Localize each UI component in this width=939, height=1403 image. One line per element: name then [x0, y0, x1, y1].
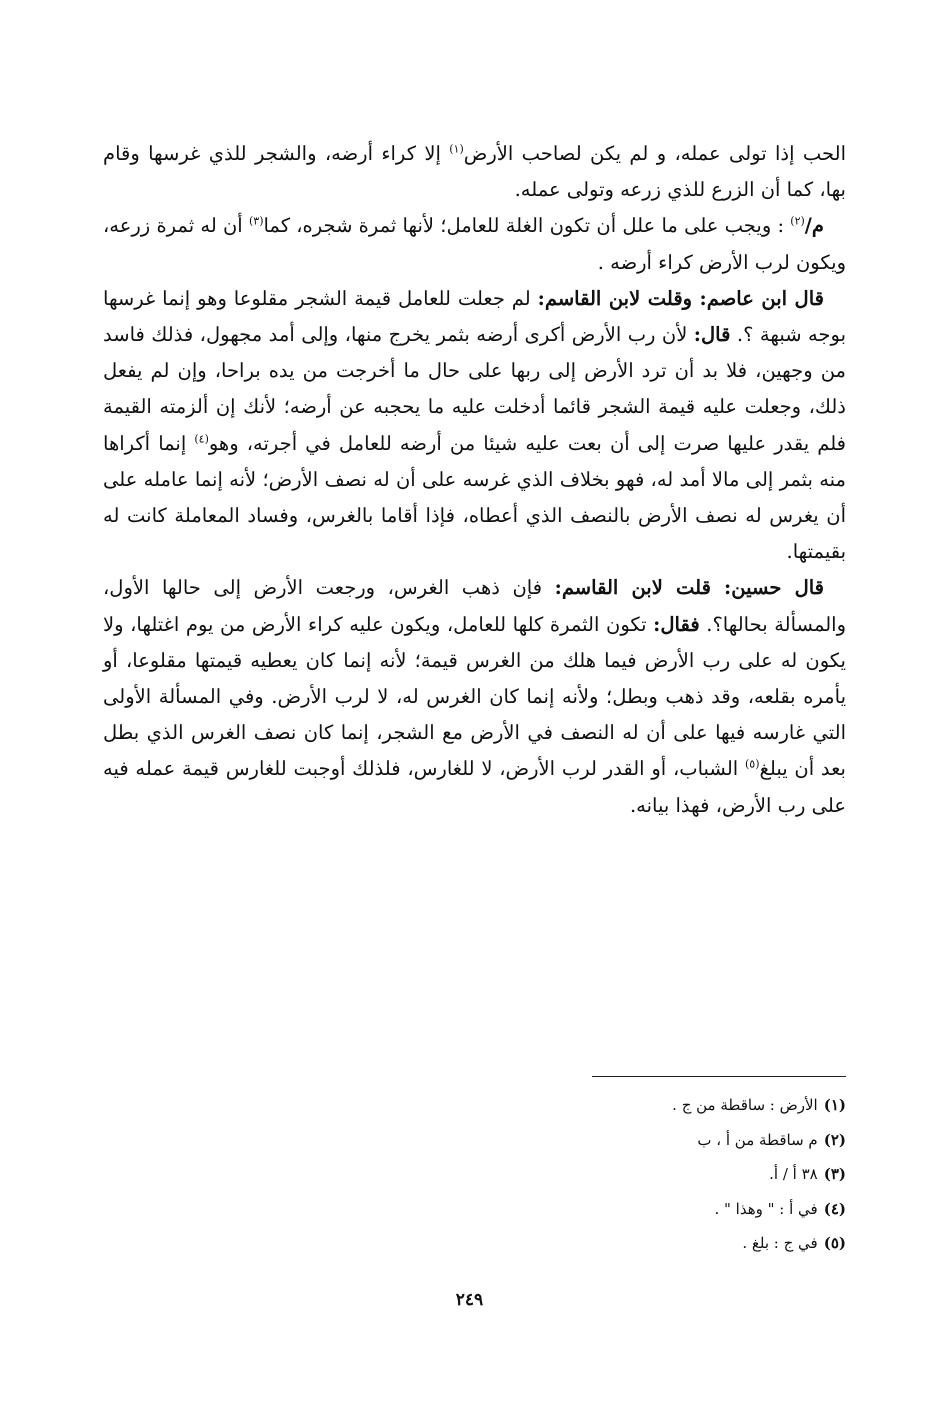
footnote-5-text: في ج : بلغ . [742, 1234, 818, 1252]
footnote-1-text: الأرض : ساقطة من ج . [672, 1096, 818, 1114]
paragraph-2 [103, 208, 846, 280]
footnote-ref-1: (١) [449, 142, 464, 156]
paragraph-1 [103, 136, 846, 208]
footnote-3-num: (٣) [823, 1165, 846, 1183]
p3-speaker: قال ابن عاصم: وقلت لابن القاسم: [537, 286, 824, 310]
p3-text-1: لم جعلت للعامل قيمة الشجر مقلوعا وهو إنما غرسها بوجه شبهة ؟. [103, 286, 846, 347]
footnote-ref-2: (٢) [790, 214, 805, 228]
p2-text-1: : ويجب على ما علل أن تكون الغلة للعامل؛ لأنها ثمرة شجره، كما [263, 214, 791, 238]
p4-text-3: الشباب، أو القدر لرب الأرض، لا للغارس، فلذلك أوجبت للغارس قيمة عمله فيه على رب الأرض، فهذا بيانه. [103, 757, 846, 817]
p4-text-1: فإن ذهب الغرس، ورجعت الأرض إلى حالها الأول، والمسألة بحالها؟. [103, 576, 846, 636]
p1-text-2: إلا كراء أرضه، والشجر للذي غرسها وقام بها، كما أن الزرع للذي زرعه وتولى عمله. [103, 142, 846, 202]
footnote-3-text: ٣٨ أ / أ. [769, 1165, 818, 1183]
footnote-5 [446, 1226, 846, 1261]
p4-speaker: قال حسين: قلت لابن القاسم: [554, 576, 825, 600]
main-text [103, 136, 846, 824]
footnote-2-text: م ساقطة من أ ، ب [697, 1130, 818, 1149]
footnote-divider [592, 1076, 846, 1077]
p3-reply-label: قال: [693, 323, 731, 347]
footnotes [446, 1088, 846, 1261]
p2-label: م/ [804, 214, 824, 238]
paragraph-4 [103, 570, 846, 823]
p3-text-2: لأن رب الأرض أكرى أرضه بثمر يخرج منها، وإلى أمد مجهول، فذلك فاسد من وجهين، فلا بد أن ترد الأرض إلى ربها على حال ما أخرجت من يده براحا، وإن لم يفعل ذلك، وجعلت عليه قيمة الشجر قائما أدخلت عليه ما يحجبه عن أرضه؛ لأنك إن ألزمته القيمة فلم يقدر عليها صرت إلى أن بعت عليه شيئا من أرضه للعامل في أجرته، وهو [103, 323, 847, 455]
p3-text-3: إنما أكراها منه بثمر إلى مالا أمد له، فهو بخلاف الذي غرسه على أن له نصف الأرض؛ لأنه إنما عامله على أن يغرس له نصف الأرض بالنصف الذي أعطاه، فإذا أقاما بالغرس، وفساد المعاملة كانت له بقيمتها. [103, 431, 846, 564]
p1-text-1: الحب إذا تولى عمله، و لم يكن لصاحب الأرض [463, 142, 846, 165]
footnote-4 [446, 1192, 846, 1227]
p2-text-2: أن له ثمرة زرعه، ويكون لرب الأرض كراء أرضه . [103, 214, 846, 274]
footnote-ref-4: (٤) [194, 432, 209, 446]
footnote-2 [446, 1123, 846, 1158]
paragraph-3 [103, 281, 846, 571]
footnote-1-num: (١) [823, 1096, 846, 1114]
footnote-4-num: (٤) [823, 1199, 846, 1218]
footnote-ref-3: (٣) [248, 214, 264, 228]
footnote-5-num: (٥) [823, 1234, 846, 1252]
p4-text-2: تكون الثمرة كلها للعامل، ويكون عليه كراء الأرض من يوم اغتلها، ولا يكون له على رب الأرض فيما هلك من الغرس قيمة؛ لأنه إنما كان يعطيه قيمتها مقلوعا، أو يأمره بقلعه، وقد ذهب وبطل؛ ولأنه إنما كان الغرس له، لا لرب الأرض. وفي المسألة الأولى التي غارسه فيها على أن له النصف في الأرض مع الشجر، إنما كان نصف الغرس الذي بطل بعد أن يبلغ [103, 612, 846, 781]
footnote-3 [446, 1157, 846, 1192]
p4-reply-label: فقال: [653, 612, 700, 636]
footnote-4-text: في أ : " وهذا " . [714, 1199, 818, 1218]
footnote-1 [446, 1088, 846, 1123]
footnote-ref-5: (٥) [744, 757, 760, 771]
page-number: ٢٤٩ [455, 1290, 484, 1310]
footnote-2-num: (٢) [823, 1130, 846, 1149]
